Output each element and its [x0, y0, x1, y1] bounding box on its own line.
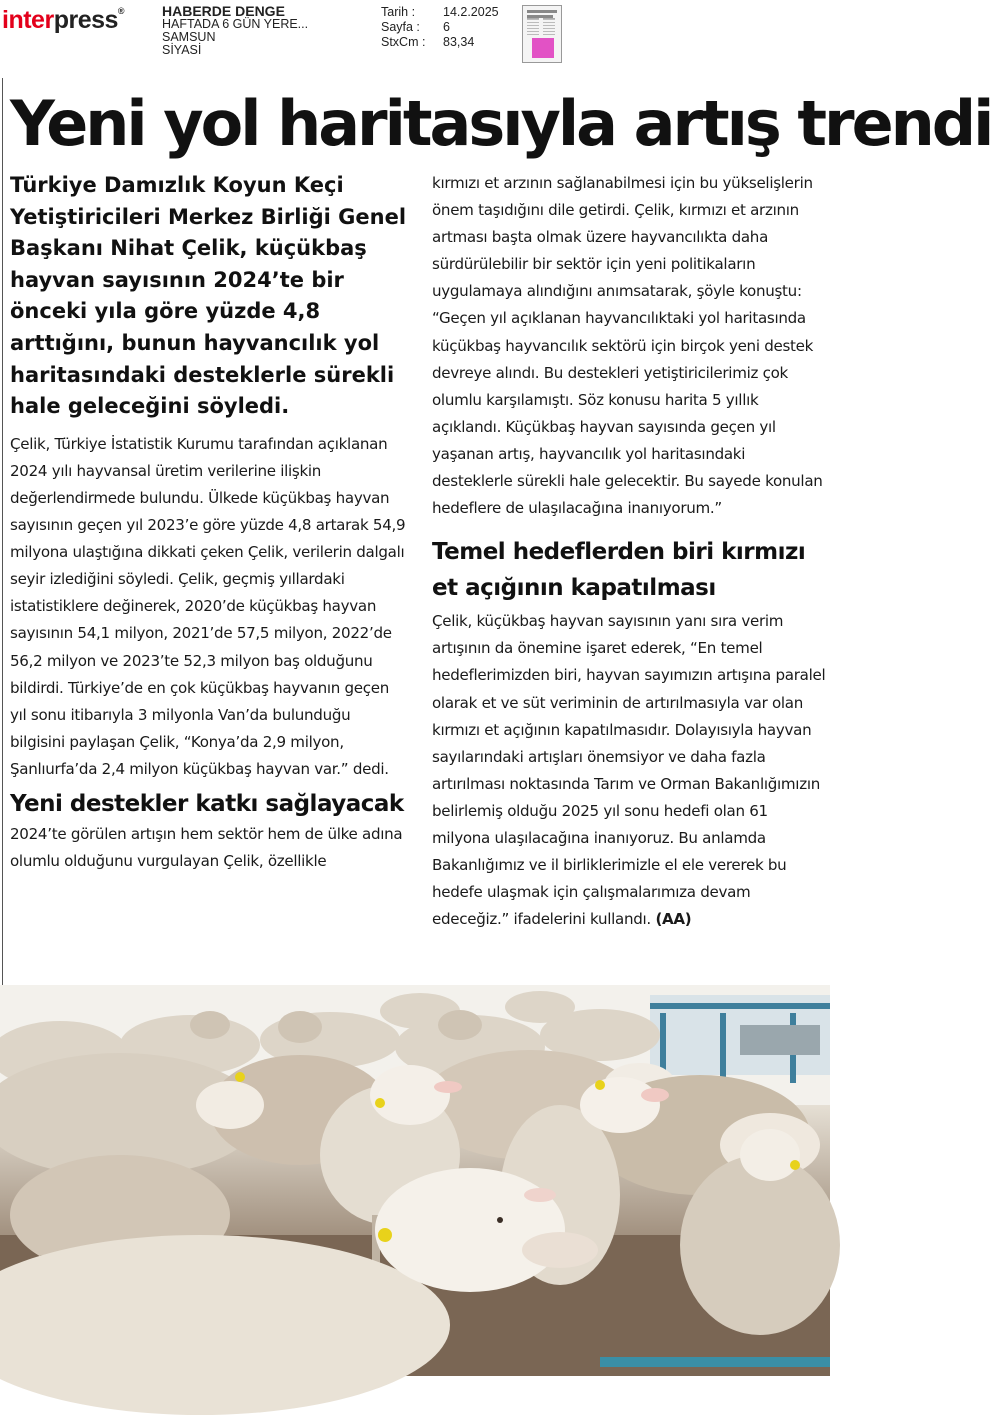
interpress-logo: interpress®	[2, 6, 125, 34]
meta-page-row: Sayfa : 6	[381, 20, 450, 34]
publication-city: SAMSUN	[162, 30, 216, 44]
article-lead: Türkiye Damızlık Koyun Keçi Yetiştiricileri Merkez Birliği Genel Başkanı Nihat Çelik, küçükbaş hayvan sayısının 2024’te bir önceki yıla göre yüzde 4,8 arttığını, bunun hayvancılık yol haritasındaki desteklerle sürekli hale geleceğini söyledi.	[10, 173, 407, 419]
article-paragraph: Çelik, küçükbaş hayvan sayısının yanı sıra verim artışının da önemine işaret ederek, “En temel hedeflerimizden biri, hayvan sayımızın artışına paralel olarak et ve süt veriminin de artırılmasıyla var olan kırmızı et açığının kapatılmasıdır. Dolayısıyla hayvan sayılarındaki artışları önemsiyor ve daha fazla artırılması noktasında Tarım ve Orman Bakanlığımızın belirlemiş olduğu 2025 yıl sonu hedefi olan 61 milyona ulaşılacağına inanıyoruz. Bu anlamda Bakanlığımız ve il birliklerimizle el ele vererek bu hedefe ulaşmak için çalışmalarımıza devam edeceğiz.” ifadelerini kullandı. (AA)	[432, 612, 826, 929]
article-headline: Yeni yol haritasıyla artış trendi	[10, 87, 991, 160]
clipping-meta	[381, 5, 499, 50]
publication-name: HABERDE DENGE	[162, 3, 285, 19]
meta-date: 14.2.2025	[443, 5, 499, 19]
article-column-left	[10, 170, 408, 875]
meta-area: 83,34	[443, 35, 475, 49]
article-paragraph: 2024’te görülen artışın hem sektör hem de ülke adına olumlu olduğunu vurgulayan Çelik, özellikle	[10, 824, 403, 871]
meta-page: 6	[443, 20, 450, 34]
barn-fence	[650, 995, 830, 1083]
article-source: (AA)	[655, 910, 692, 929]
article-paragraph: kırmızı et arzının sağlanabilmesi için bu yükselişlerin önem taşıdığını dile getirdi. Çelik, kırmızı et arzının artması başta olmak üzere hayvancılıkta daha sürdürülebilir bir sektör için yeni politikaların uygulamaya alındığını anımsatarak, şöyle konuştu: “Geçen yıl açıklanan hayvancılıktaki yol haritasında küçükbaş hayvancılık sektörü için birçok yeni destek devreye alındı. Bu destekleri yetiştiricilerimiz çok olumlu karşılamıştı. Söz konusu harita 5 yıllık açıklandı. Küçükbaş hayvan sayısında geçen yıl yaşanan artış, hayvancılık yol haritasındaki desteklerle sürekli hale gelecektir. Bu sayede konulan hedeflere de ulaşılacağına inanıyorum.”	[432, 174, 823, 518]
thumbnail-highlight	[532, 38, 554, 58]
article-photo	[0, 985, 830, 1376]
publication-category: SİYASİ	[162, 43, 202, 57]
article-column-right	[432, 170, 830, 933]
page-thumbnail[interactable]	[522, 5, 562, 63]
article-subhead: Temel hedeflerden biri kırmızı et açığının kapatılması	[432, 539, 806, 602]
publication-frequency: HAFTADA 6 GÜN YERE...	[162, 17, 309, 31]
publication-info	[162, 5, 362, 57]
article-subhead: Yeni destekler katkı sağlayacak	[10, 790, 404, 817]
article-paragraph: Çelik, Türkiye İstatistik Kurumu tarafından açıklanan 2024 yılı hayvansal üretim verilerine ilişkin değerlendirmede bulundu. Ülkede küçükbaş hayvan sayısının geçen yıl 2023’e göre yüzde 4,8 artarak 54,9 milyona ulaştığına dikkati çeken Çelik, verilerin dalgalı seyir izlediğini söyledi. Çelik, geçmiş yıllardaki istatistiklere değinerek, 2020’de küçükbaş hayvan sayısının 54,1 milyon, 2021’de 57,5 milyon, 2022’de 56,2 milyon ve 2023’te 52,3 milyon baş olduğunu bildirdi. Türkiye’de en çok küçükbaş hayvanın geçen yıl sonu itibarıyla 3 milyonla Van’da bulunduğu bilgisini paylaşan Çelik, “Konya’da 2,9 milyon, Şanlıurfa’da 2,4 milyon küçükbaş hayvan var.” dedi.	[10, 434, 406, 778]
meta-area-row: StxCm : 83,34	[381, 35, 475, 49]
meta-date-row: Tarih : 14.2.2025	[381, 5, 499, 19]
sheep-photo-illustration	[0, 985, 830, 1376]
